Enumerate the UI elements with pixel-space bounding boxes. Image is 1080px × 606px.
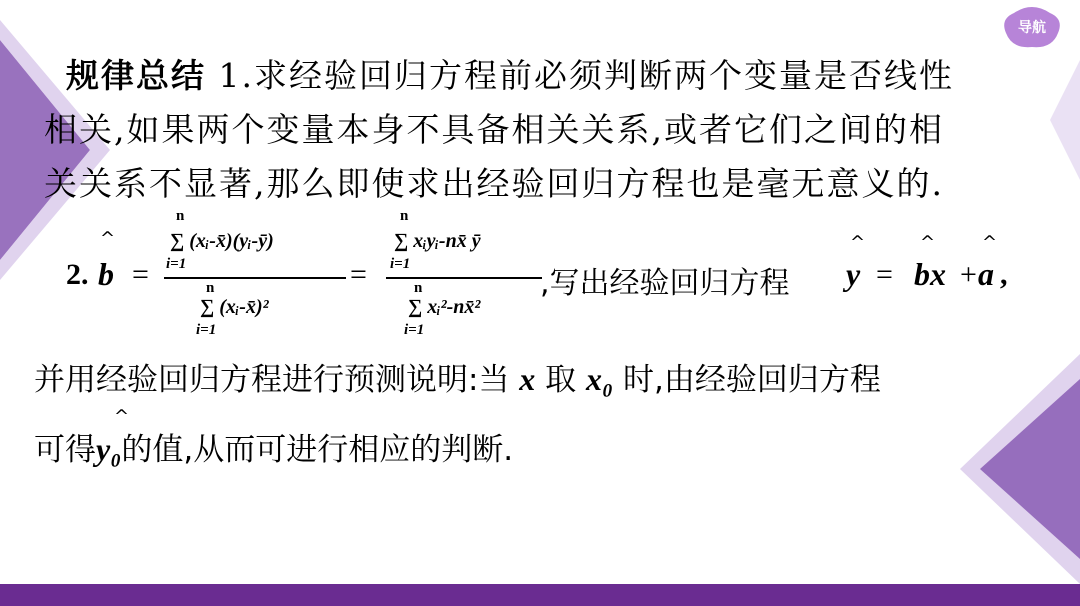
predict-text-b: 取 bbox=[535, 362, 587, 398]
paragraph-1-line-1 bbox=[66, 50, 954, 97]
paragraph-2-line-1 bbox=[34, 354, 881, 399]
x0-variable: x₀ bbox=[586, 361, 614, 397]
right-top-shape bbox=[1020, 60, 1080, 180]
paragraph-1-line-3: 关关系不显著,那么即使求出经验回归方程也是毫无意义的. bbox=[44, 164, 944, 203]
right-corner-decoration bbox=[940, 354, 1080, 584]
sum2-top: n bbox=[206, 280, 215, 296]
nav-button[interactable] bbox=[1002, 5, 1062, 51]
predict-text-a: 并用经验回归方程进行预测说明:当 bbox=[34, 362, 520, 398]
bottom-bar bbox=[0, 584, 1080, 606]
formula-tail-text: ,写出经验回归方程 bbox=[540, 266, 790, 301]
formula-comma: , bbox=[1000, 258, 1008, 291]
predict-text-c: 时,由经验回归方程 bbox=[613, 362, 881, 398]
plus-sign: + bbox=[960, 258, 977, 291]
sum1-bottom: i=1 bbox=[166, 256, 187, 272]
sum3-top: n bbox=[400, 208, 409, 224]
sum4-top: n bbox=[414, 280, 423, 296]
fraction-1-bar bbox=[164, 277, 346, 279]
y0-hat: ^ bbox=[114, 406, 130, 427]
y0-variable: y₀ bbox=[96, 431, 122, 467]
obtain-text: 可得 bbox=[34, 432, 96, 468]
rhs-bx: bx bbox=[914, 256, 946, 292]
rule-text-line-1: 1.求经验回归方程前必须判断两个变量是否线性 bbox=[206, 56, 954, 95]
item-number: 2. bbox=[66, 258, 89, 291]
y-hat: ^ bbox=[850, 232, 866, 253]
paragraph-1-line-2: 相关,如果两个变量本身不具备相关关系,或者它们之间的相 bbox=[44, 110, 944, 149]
a-symbol: a bbox=[978, 256, 994, 292]
b-hat-2: ^ bbox=[920, 232, 936, 253]
sum4-bottom: i=1 bbox=[404, 322, 425, 338]
sum2-bottom: i=1 bbox=[196, 322, 217, 338]
x-variable: x bbox=[519, 361, 536, 397]
summary-heading: 规律总结 bbox=[66, 56, 206, 95]
equals-1: = bbox=[132, 258, 149, 291]
sum3-bottom: i=1 bbox=[390, 256, 411, 272]
fraction-1-numerator: ∑ (xᵢ-x̄)(yᵢ-ȳ) bbox=[170, 230, 274, 252]
b-hat: ^ bbox=[100, 228, 116, 249]
fraction-2-numerator: ∑ xᵢyᵢ-nx̄ ȳ bbox=[394, 230, 481, 252]
fraction-1-denominator: ∑ (xᵢ-x̄)² bbox=[200, 296, 269, 318]
fraction-2-denominator: ∑ xᵢ²-nx̄² bbox=[408, 296, 481, 318]
nav-label: 导航 bbox=[1018, 20, 1046, 36]
conclusion-text: 的值,从而可进行相应的判断. bbox=[121, 432, 514, 468]
sum1-top: n bbox=[176, 208, 185, 224]
equals-2: = bbox=[350, 258, 367, 291]
paragraph-2-line-2 bbox=[34, 424, 513, 469]
fraction-2-bar bbox=[386, 277, 542, 279]
b-symbol: b bbox=[98, 256, 114, 292]
y-symbol: y bbox=[846, 256, 861, 292]
equals-3: = bbox=[876, 258, 893, 291]
a-hat: ^ bbox=[982, 232, 998, 253]
